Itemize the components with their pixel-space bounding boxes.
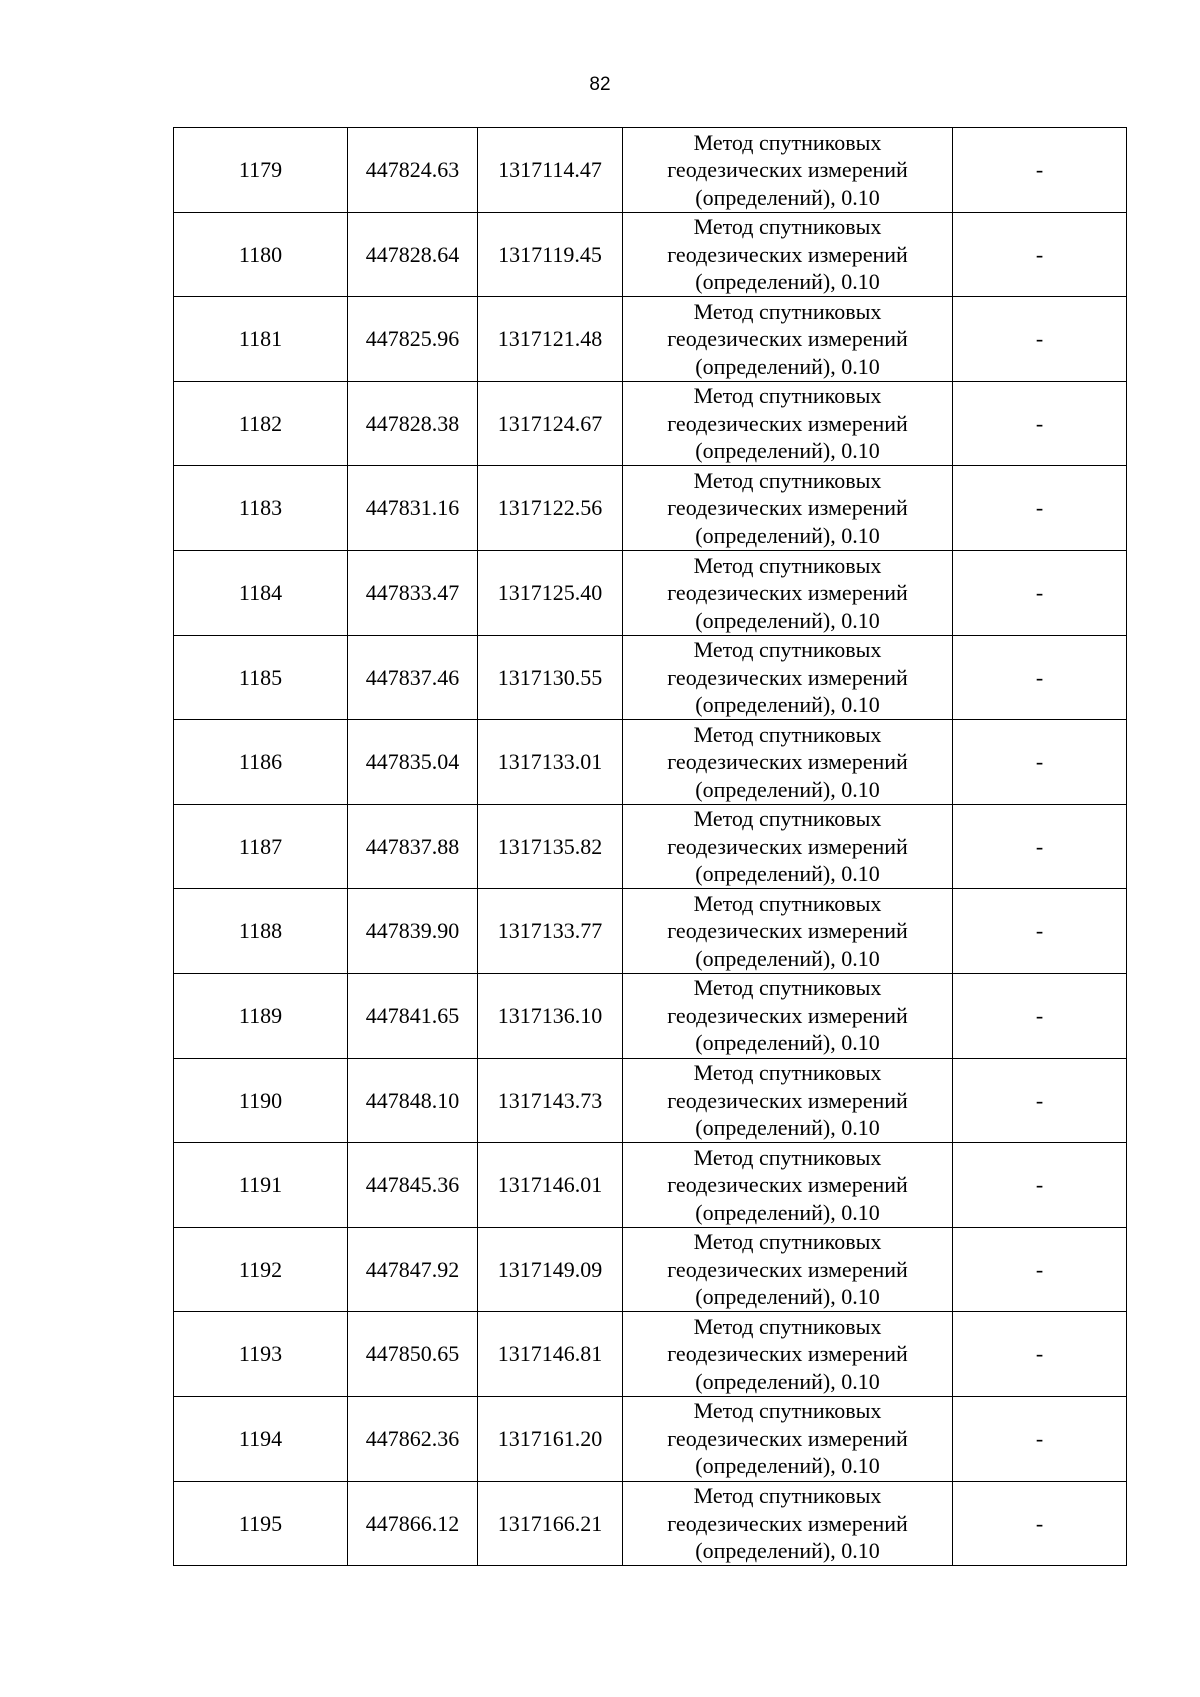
point-number-cell: 1189 <box>174 973 348 1058</box>
method-line: (определений), 0.10 <box>695 184 880 210</box>
method-line: Метод спутниковых <box>693 1229 882 1255</box>
coordinates-table-body <box>174 128 1127 1566</box>
x-coordinate-cell: 447845.36 <box>348 1143 478 1228</box>
method-line: Метод спутниковых <box>693 1144 882 1170</box>
method-cell <box>623 973 953 1058</box>
y-coordinate-cell: 1317121.48 <box>478 297 623 382</box>
method-line: Метод спутниковых <box>693 383 882 409</box>
y-coordinate-cell: 1317125.40 <box>478 550 623 635</box>
x-coordinate-cell: 447833.47 <box>348 550 478 635</box>
description-cell: - <box>953 635 1127 720</box>
method-line: (определений), 0.10 <box>695 353 880 379</box>
point-number-cell: 1194 <box>174 1396 348 1481</box>
method-line: геодезических измерений <box>667 580 908 606</box>
method-line: (определений), 0.10 <box>695 692 880 718</box>
x-coordinate-cell: 447841.65 <box>348 973 478 1058</box>
method-line: (определений), 0.10 <box>695 1538 880 1564</box>
method-cell <box>623 1058 953 1143</box>
point-number-cell: 1187 <box>174 804 348 889</box>
y-coordinate-cell: 1317124.67 <box>478 381 623 466</box>
method-cell <box>623 1396 953 1481</box>
method-line: геодезических измерений <box>667 410 908 436</box>
method-line: геодезических измерений <box>667 918 908 944</box>
y-coordinate-cell: 1317136.10 <box>478 973 623 1058</box>
x-coordinate-cell: 447848.10 <box>348 1058 478 1143</box>
y-coordinate-cell: 1317133.01 <box>478 720 623 805</box>
method-line: геодезических измерений <box>667 664 908 690</box>
description-cell: - <box>953 973 1127 1058</box>
x-coordinate-cell: 447837.46 <box>348 635 478 720</box>
method-cell <box>623 128 953 213</box>
method-line: (определений), 0.10 <box>695 1368 880 1394</box>
method-line: (определений), 0.10 <box>695 861 880 887</box>
table-row <box>174 1058 1127 1143</box>
table-row <box>174 297 1127 382</box>
table-row <box>174 804 1127 889</box>
x-coordinate-cell: 447837.88 <box>348 804 478 889</box>
table-row <box>174 1143 1127 1228</box>
method-cell <box>623 1481 953 1566</box>
point-number-cell: 1192 <box>174 1227 348 1312</box>
description-cell: - <box>953 1058 1127 1143</box>
method-line: Метод спутниковых <box>693 975 882 1001</box>
point-number-cell: 1188 <box>174 889 348 974</box>
point-number-cell: 1183 <box>174 466 348 551</box>
x-coordinate-cell: 447825.96 <box>348 297 478 382</box>
description-cell: - <box>953 466 1127 551</box>
method-line: Метод спутниковых <box>693 298 882 324</box>
method-line: геодезических измерений <box>667 241 908 267</box>
method-line: (определений), 0.10 <box>695 776 880 802</box>
method-line: геодезических измерений <box>667 1087 908 1113</box>
description-cell: - <box>953 804 1127 889</box>
description-cell: - <box>953 1312 1127 1397</box>
method-line: Метод спутниковых <box>693 637 882 663</box>
method-cell <box>623 212 953 297</box>
method-cell <box>623 381 953 466</box>
point-number-cell: 1184 <box>174 550 348 635</box>
table-row <box>174 635 1127 720</box>
table-row <box>174 720 1127 805</box>
method-line: (определений), 0.10 <box>695 1030 880 1056</box>
description-cell: - <box>953 297 1127 382</box>
method-line: (определений), 0.10 <box>695 945 880 971</box>
method-line: геодезических измерений <box>667 157 908 183</box>
method-cell <box>623 889 953 974</box>
point-number-cell: 1182 <box>174 381 348 466</box>
method-cell <box>623 466 953 551</box>
x-coordinate-cell: 447847.92 <box>348 1227 478 1312</box>
description-cell: - <box>953 720 1127 805</box>
point-number-cell: 1193 <box>174 1312 348 1397</box>
table-row <box>174 212 1127 297</box>
method-line: геодезических измерений <box>667 833 908 859</box>
method-line: геодезических измерений <box>667 1425 908 1451</box>
point-number-cell: 1195 <box>174 1481 348 1566</box>
table-row <box>174 1312 1127 1397</box>
point-number-cell: 1180 <box>174 212 348 297</box>
method-line: (определений), 0.10 <box>695 522 880 548</box>
table-row <box>174 128 1127 213</box>
method-line: геодезических измерений <box>667 1172 908 1198</box>
description-cell: - <box>953 1227 1127 1312</box>
y-coordinate-cell: 1317114.47 <box>478 128 623 213</box>
method-line: Метод спутниковых <box>693 1313 882 1339</box>
method-line: геодезических измерений <box>667 1002 908 1028</box>
y-coordinate-cell: 1317146.81 <box>478 1312 623 1397</box>
table-row <box>174 1227 1127 1312</box>
method-cell <box>623 297 953 382</box>
description-cell: - <box>953 1143 1127 1228</box>
method-line: геодезических измерений <box>667 1341 908 1367</box>
method-line: Метод спутниковых <box>693 1398 882 1424</box>
x-coordinate-cell: 447828.64 <box>348 212 478 297</box>
method-line: (определений), 0.10 <box>695 1453 880 1479</box>
y-coordinate-cell: 1317143.73 <box>478 1058 623 1143</box>
method-line: Метод спутниковых <box>693 806 882 832</box>
description-cell: - <box>953 128 1127 213</box>
x-coordinate-cell: 447862.36 <box>348 1396 478 1481</box>
method-line: Метод спутниковых <box>693 129 882 155</box>
x-coordinate-cell: 447850.65 <box>348 1312 478 1397</box>
method-line: геодезических измерений <box>667 749 908 775</box>
x-coordinate-cell: 447824.63 <box>348 128 478 213</box>
description-cell: - <box>953 1396 1127 1481</box>
table-row <box>174 550 1127 635</box>
table-row <box>174 1481 1127 1566</box>
point-number-cell: 1181 <box>174 297 348 382</box>
table-row <box>174 1396 1127 1481</box>
method-cell <box>623 635 953 720</box>
method-line: геодезических измерений <box>667 495 908 521</box>
y-coordinate-cell: 1317166.21 <box>478 1481 623 1566</box>
y-coordinate-cell: 1317146.01 <box>478 1143 623 1228</box>
method-cell <box>623 804 953 889</box>
y-coordinate-cell: 1317119.45 <box>478 212 623 297</box>
method-line: Метод спутниковых <box>693 552 882 578</box>
y-coordinate-cell: 1317122.56 <box>478 466 623 551</box>
x-coordinate-cell: 447839.90 <box>348 889 478 974</box>
method-line: Метод спутниковых <box>693 1060 882 1086</box>
y-coordinate-cell: 1317135.82 <box>478 804 623 889</box>
method-line: Метод спутниковых <box>693 1483 882 1509</box>
point-number-cell: 1190 <box>174 1058 348 1143</box>
method-cell <box>623 720 953 805</box>
description-cell: - <box>953 381 1127 466</box>
method-line: Метод спутниковых <box>693 721 882 747</box>
method-line: (определений), 0.10 <box>695 1115 880 1141</box>
method-line: Метод спутниковых <box>693 890 882 916</box>
method-line: геодезических измерений <box>667 1510 908 1536</box>
x-coordinate-cell: 447828.38 <box>348 381 478 466</box>
method-line: геодезических измерений <box>667 1256 908 1282</box>
y-coordinate-cell: 1317149.09 <box>478 1227 623 1312</box>
table-row <box>174 466 1127 551</box>
method-line: (определений), 0.10 <box>695 607 880 633</box>
method-cell <box>623 1227 953 1312</box>
y-coordinate-cell: 1317161.20 <box>478 1396 623 1481</box>
method-line: Метод спутниковых <box>693 467 882 493</box>
x-coordinate-cell: 447831.16 <box>348 466 478 551</box>
point-number-cell: 1191 <box>174 1143 348 1228</box>
point-number-cell: 1179 <box>174 128 348 213</box>
table-row <box>174 889 1127 974</box>
y-coordinate-cell: 1317133.77 <box>478 889 623 974</box>
point-number-cell: 1185 <box>174 635 348 720</box>
method-line: (определений), 0.10 <box>695 269 880 295</box>
method-line: Метод спутниковых <box>693 214 882 240</box>
y-coordinate-cell: 1317130.55 <box>478 635 623 720</box>
description-cell: - <box>953 1481 1127 1566</box>
x-coordinate-cell: 447866.12 <box>348 1481 478 1566</box>
method-cell <box>623 1312 953 1397</box>
point-number-cell: 1186 <box>174 720 348 805</box>
method-line: (определений), 0.10 <box>695 1199 880 1225</box>
description-cell: - <box>953 212 1127 297</box>
method-cell <box>623 550 953 635</box>
description-cell: - <box>953 550 1127 635</box>
method-line: (определений), 0.10 <box>695 438 880 464</box>
description-cell: - <box>953 889 1127 974</box>
table-row <box>174 973 1127 1058</box>
method-line: (определений), 0.10 <box>695 1284 880 1310</box>
page-number: 82 <box>589 74 611 95</box>
x-coordinate-cell: 447835.04 <box>348 720 478 805</box>
method-line: геодезических измерений <box>667 326 908 352</box>
coordinates-table <box>173 127 1127 1566</box>
table-row <box>174 381 1127 466</box>
method-cell <box>623 1143 953 1228</box>
